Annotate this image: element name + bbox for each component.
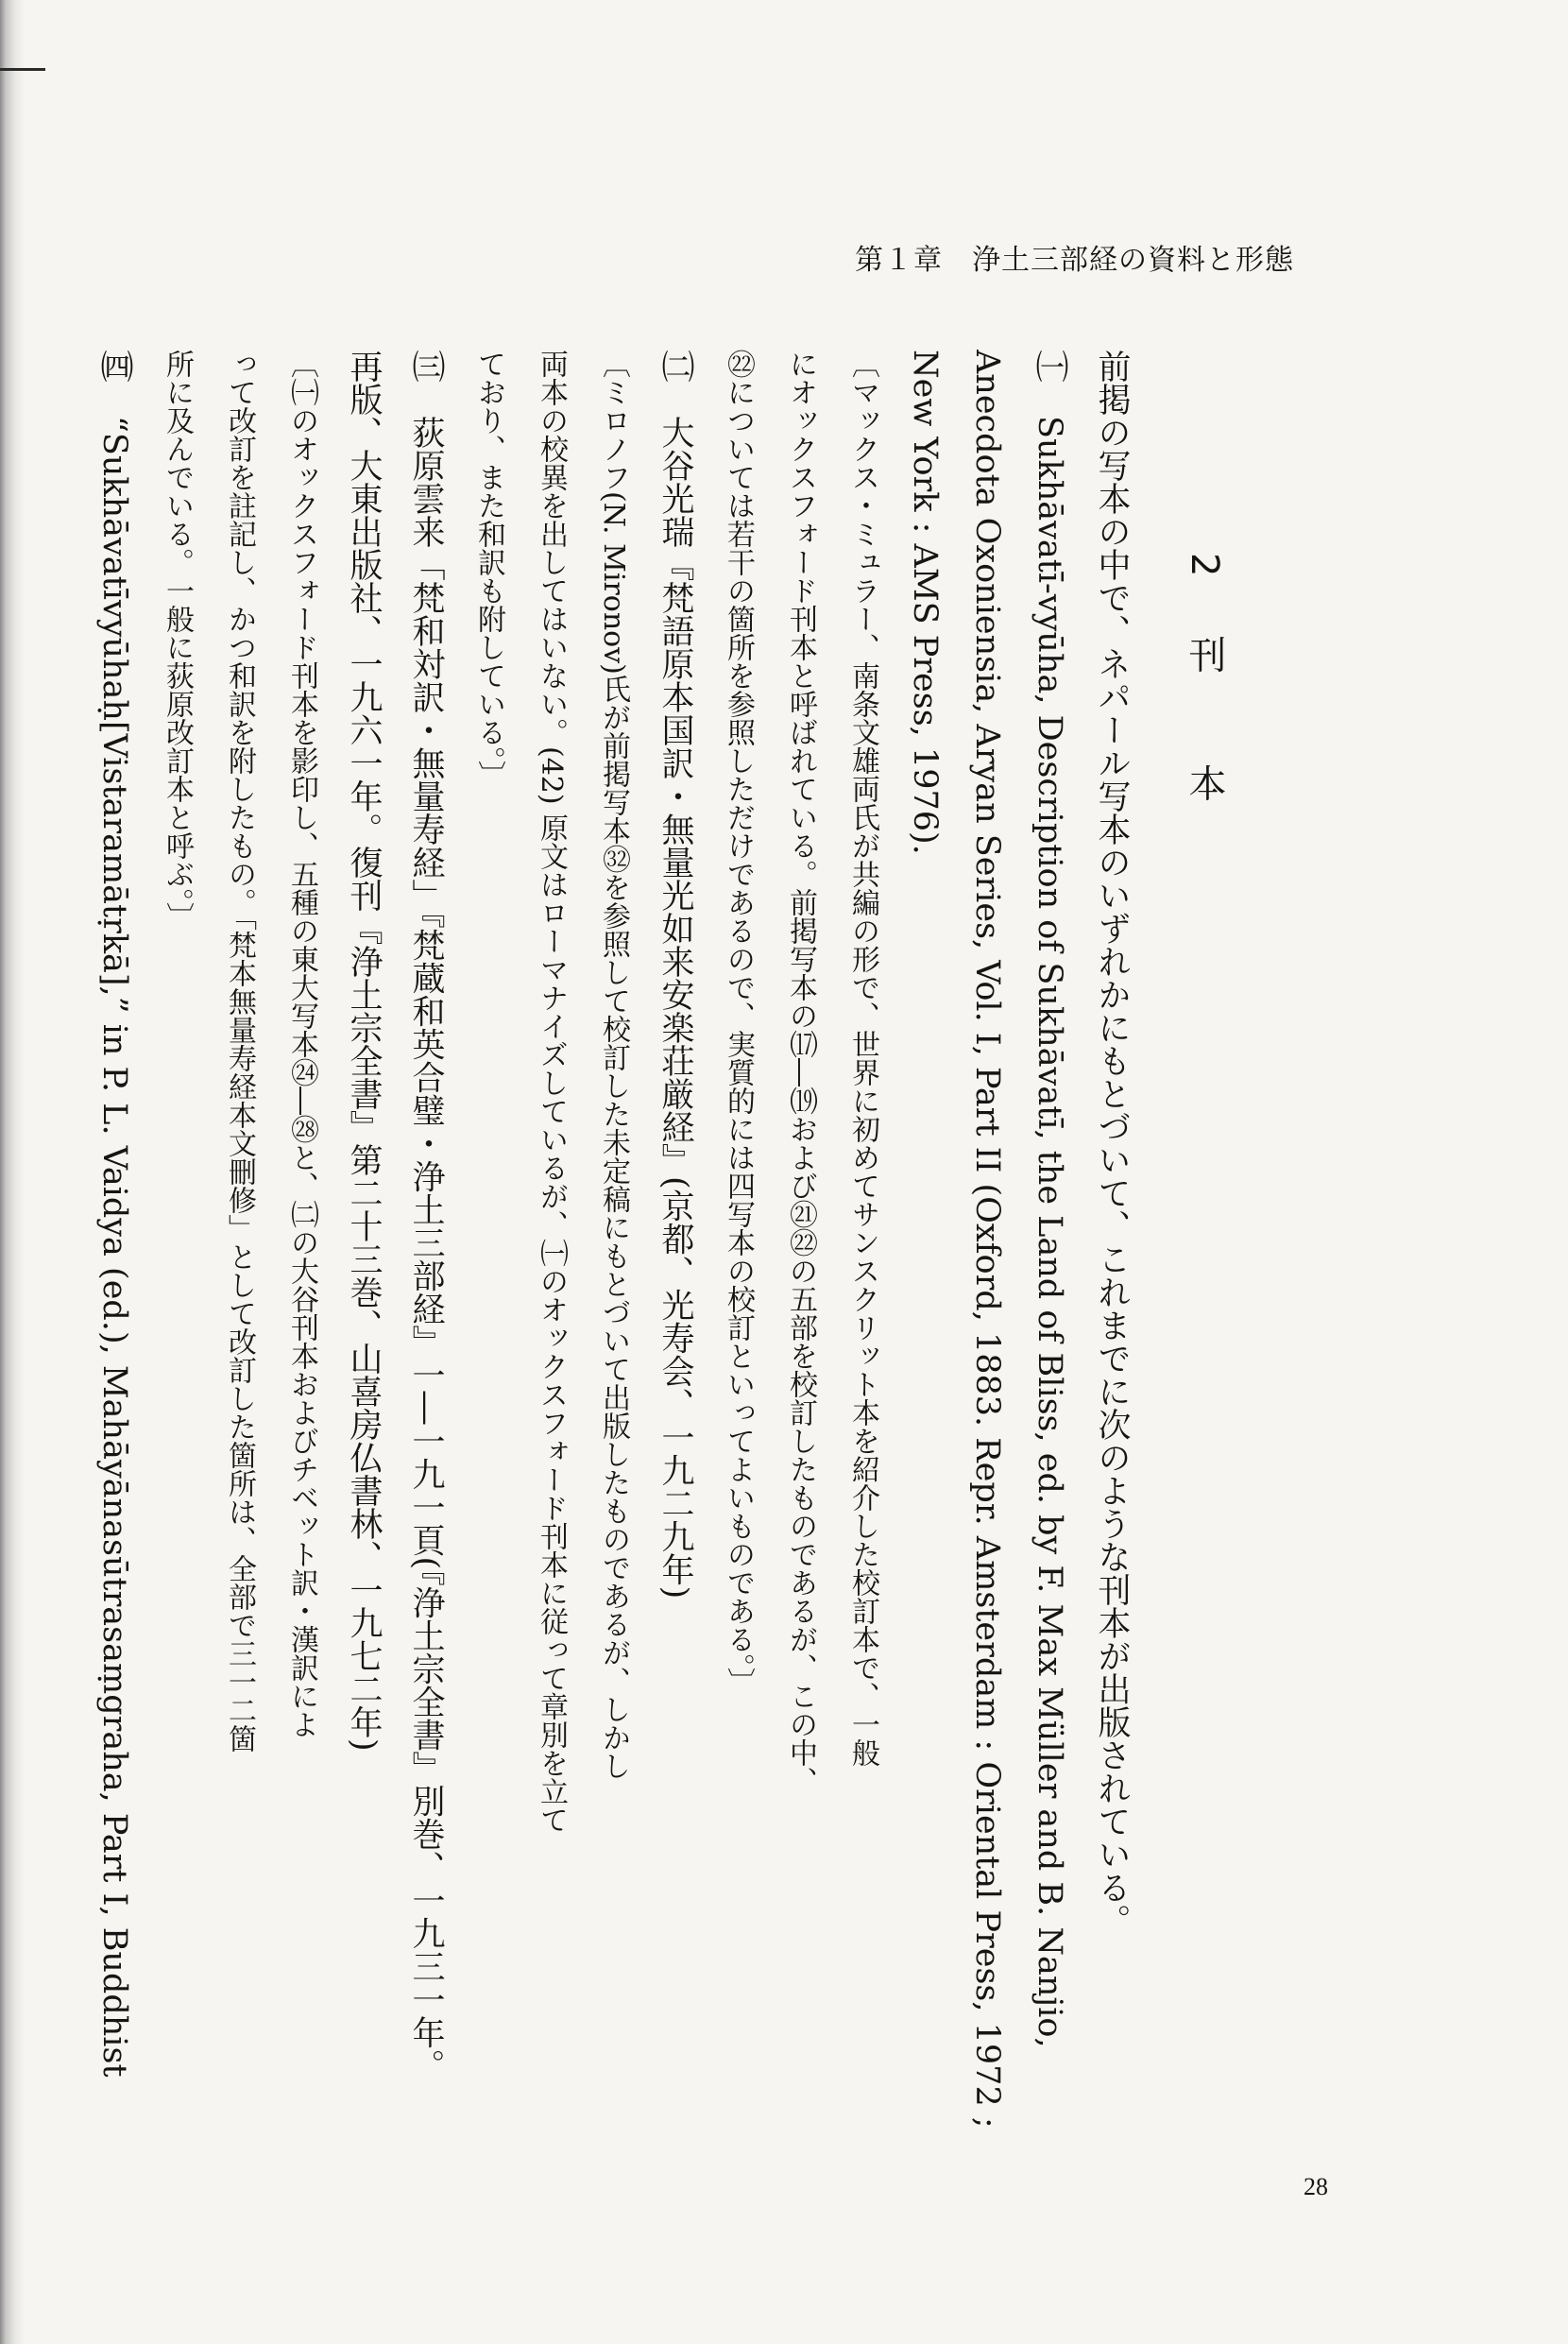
note-column: 〔ミロノフ(N. Mironov)氏が前掲写本㉜を参照して校訂した未定稿にもとづいて出版したものであるが、しかし (597, 350, 630, 1780)
text-column: 再版、大東出版社、一九六一年。復刊『浄土宗全書』第二十三巻、山喜房仏書林、一九七二年) (345, 350, 383, 1752)
scan-edge-shadow (0, 0, 25, 2344)
text-column: Anecdota Oxoniensia, Aryan Series, Vol. I, Part II (Oxford, 1883. Repr. Amsterdam : Oriental Press, 1972 ; (968, 350, 1006, 2129)
text-column: ㈢ 荻原雲来「梵和対訳・無量寿経」『梵蔵和英合璧・浄土三部経』一―一九一頁(『浄土宗全書』別巻、一九三一年。 (407, 350, 445, 2082)
text-column: ㈠ Sukhāvatī-vyūha, Description of Sukhāvatī, the Land of Bliss, ed. by F. Max Müller and B. Nanjio, (1031, 350, 1068, 2048)
scan-mark (0, 68, 45, 71)
text-column: ㈣ “Sukhāvatīvyūhaḥ[Vistaramātṛkā],” in P. L. Vaidya (ed.), Mahāyānasūtrasaṃgraha, Part I, Buddhist (95, 350, 133, 2078)
section-title: 刊 本 (1183, 635, 1226, 829)
note-column: 〔マックス・ミュラー、南条文雄両氏が共編の形で、世界に初めてサンスクリット本を紹介した校訂本で、一般 (846, 350, 879, 1767)
note-column: 両本の校異を出してはいない。(42) 原文はローマナイズしているが、㈠のオックスフォード刊本に従って章別を立て (535, 350, 568, 1835)
section-heading (1143, 350, 1266, 2192)
running-header: 第１章 浄土三部経の資料と形態 (855, 244, 1294, 277)
note-column: 〔㈠のオックスフォード刊本を影印し、五種の東大写本㉔―㉘と、㈡の大谷刊本およびチベット訳・漢訳によ (285, 350, 318, 1738)
page-number: 28 (1304, 2173, 1328, 2200)
note-column: ており、また和訳も附している。〕 (472, 350, 505, 789)
text-column: New York : AMS Press, 1976). (906, 350, 944, 855)
text-column: ㈡ 大谷光瑞『梵語原本国訳・無量光如来安楽荘厳経』(京都、光寿会、一九二九年) (656, 350, 694, 1600)
section-number: 2 (1183, 553, 1226, 604)
note-column: ㉒については若干の箇所を参照しただけであるので、実質的には四写本の校訂といってよいものである。〕 (722, 350, 755, 1696)
note-column: にオックスフォード刊本と呼ばれている。前掲写本の⒄―⒆および㉑㉒の五部を校訂したものであるが、この中、 (784, 350, 817, 1795)
note-column: 所に及んでいる。一般に荻原改訂本と呼ぶ。〕 (161, 350, 194, 931)
note-column: って改訂を註記し、かつ和訳を附したもの。「梵本無量寿経本文刪修」として改訂した箇所は、全部で三一二箇 (223, 350, 256, 1753)
vertical-text-body (94, 350, 1266, 2192)
text-column: 前掲の写本の中で、ネパール写本のいずれかにもとづいて、これまでに次のような刊本が出版されている。 (1093, 350, 1131, 1937)
